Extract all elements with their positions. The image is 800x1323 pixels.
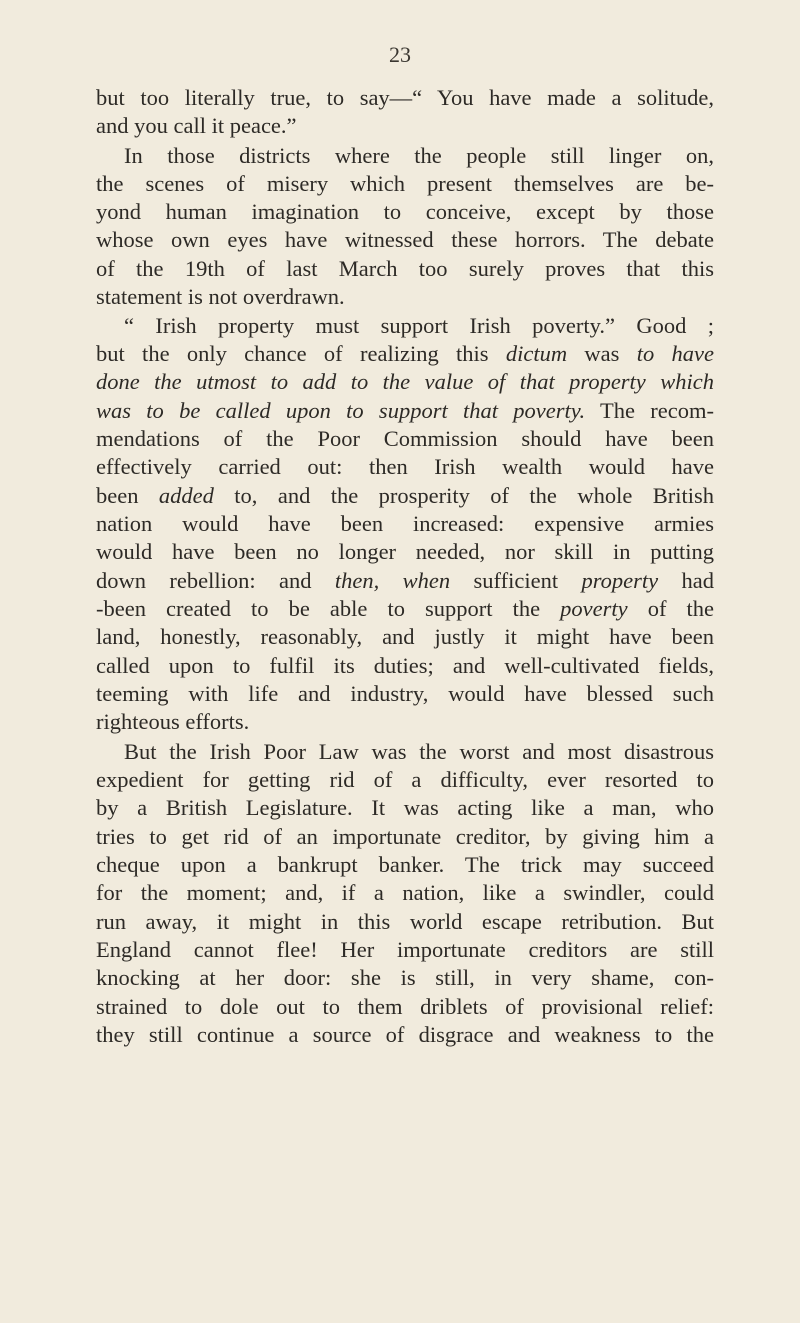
text-line: effectively carried out: then Irish wealth would have <box>96 454 714 479</box>
text-line: was to be called upon to support that poverty. The recom- <box>96 398 714 423</box>
text-line: -been created to be able to support the poverty of the <box>96 596 715 621</box>
text-line: righteous efforts. <box>96 709 250 734</box>
text-line: nation would have been increased: expensive armies <box>96 511 714 536</box>
text-line: been added to, and the prosperity of the whole British <box>96 483 714 508</box>
text-line: run away, it might in this world escape retribution. But <box>96 909 714 934</box>
text-line: teeming with life and industry, would have blessed such <box>96 681 714 706</box>
text-line: expedient for getting rid of a difficulty, ever resorted to <box>96 767 714 792</box>
text-line: but the only chance of realizing this dictum was to have <box>96 341 714 366</box>
page-number: 23 <box>389 42 411 67</box>
text-line: whose own eyes have witnessed these horrors. The debate <box>96 227 714 252</box>
text-line: the scenes of misery which present themselves are be- <box>96 171 714 196</box>
paragraph-start-line: But the Irish Poor Law was the worst and most disastrous <box>124 739 714 764</box>
text-line: and you call it peace.” <box>96 113 297 138</box>
text-line: statement is not overdrawn. <box>96 284 345 309</box>
text-line: by a British Legislature. It was acting like a man, who <box>96 795 714 820</box>
text-line: England cannot flee! Her importunate creditors are still <box>96 937 714 962</box>
text-line: mendations of the Poor Commission should have been <box>96 426 714 451</box>
text-line: strained to dole out to them driblets of provisional relief: <box>96 994 714 1019</box>
text-line: called upon to fulfil its duties; and well-cultivated fields, <box>96 653 714 678</box>
paragraph-start-line: “ Irish property must support Irish poverty.” Good ; <box>124 313 714 338</box>
paragraph-start-line: In those districts where the people still linger on, <box>124 143 714 168</box>
text-line: yond human imagination to conceive, except by those <box>96 199 714 224</box>
text-line: they still continue a source of disgrace and weakness to the <box>96 1022 714 1047</box>
text-line: tries to get rid of an importunate creditor, by giving him a <box>96 824 714 849</box>
text-line: but too literally true, to say—“ You have made a solitude, <box>96 85 714 110</box>
text-line: knocking at her door: she is still, in very shame, con- <box>96 965 714 990</box>
text-line: down rebellion: and then, when sufficient property had <box>96 568 714 593</box>
text-line: land, honestly, reasonably, and justly it might have been <box>96 624 714 649</box>
text-line: of the 19th of last March too surely proves that this <box>96 256 714 281</box>
text-line: done the utmost to add to the value of that property which <box>96 369 714 394</box>
text-line: cheque upon a bankrupt banker. The trick may succeed <box>96 852 714 877</box>
text-line: would have been no longer needed, nor skill in putting <box>96 539 714 564</box>
text-line: for the moment; and, if a nation, like a swindler, could <box>96 880 714 905</box>
